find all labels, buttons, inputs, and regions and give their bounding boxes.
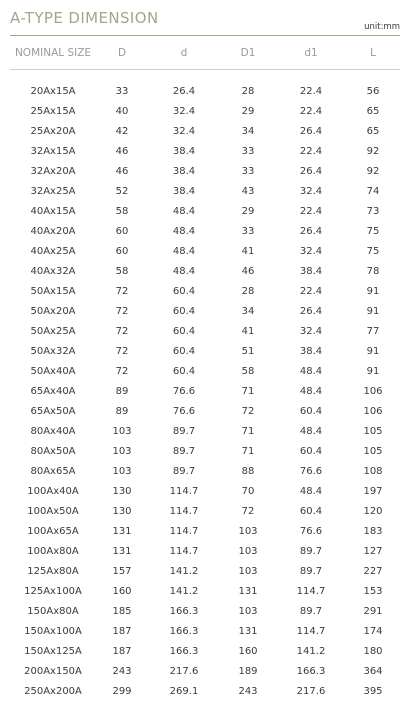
cell-d1-outer: 71 <box>241 445 255 457</box>
cell-length: 183 <box>363 525 383 537</box>
cell-d-inner: 32.4 <box>172 125 196 137</box>
cell-nominal-size: 20Ax15A <box>30 85 76 97</box>
cell-d-outer: 130 <box>112 485 132 497</box>
cell-d-outer: 60 <box>115 225 129 237</box>
cell-nominal-size: 40Ax32A <box>30 265 76 277</box>
table-row <box>10 681 400 701</box>
cell-d1-outer: 34 <box>241 125 255 137</box>
cell-length: 92 <box>366 165 380 177</box>
header-d1-inner: d1 <box>304 46 318 59</box>
cell-nominal-size: 150Ax100A <box>24 625 82 637</box>
cell-nominal-size: 25Ax15A <box>30 105 76 117</box>
cell-d1-outer: 43 <box>241 185 255 197</box>
cell-d1-outer: 41 <box>241 245 255 257</box>
cell-nominal-size: 50Ax32A <box>30 345 76 357</box>
table-row <box>10 121 400 141</box>
cell-nominal-size: 150Ax125A <box>24 645 82 657</box>
cell-d1-inner: 26.4 <box>299 225 323 237</box>
cell-d1-outer: 71 <box>241 385 255 397</box>
cell-d1-inner: 32.4 <box>299 185 323 197</box>
cell-d-inner: 48.4 <box>172 245 196 257</box>
cell-d1-outer: 103 <box>238 565 258 577</box>
cell-d-inner: 114.7 <box>169 545 199 557</box>
cell-d1-outer: 41 <box>241 325 255 337</box>
cell-d-inner: 60.4 <box>172 345 196 357</box>
cell-d-inner: 166.3 <box>169 625 199 637</box>
cell-d1-inner: 48.4 <box>299 365 323 377</box>
cell-d1-outer: 29 <box>241 105 255 117</box>
table-row <box>10 69 400 101</box>
cell-d-outer: 46 <box>115 165 129 177</box>
cell-length: 65 <box>366 105 380 117</box>
cell-d-inner: 48.4 <box>172 265 196 277</box>
cell-d-inner: 60.4 <box>172 305 196 317</box>
cell-d1-outer: 160 <box>238 645 258 657</box>
page-title: A-TYPE DIMENSION <box>10 9 159 27</box>
cell-d-outer: 42 <box>115 125 129 137</box>
cell-d-inner: 76.6 <box>172 385 196 397</box>
cell-d1-inner: 32.4 <box>299 245 323 257</box>
cell-nominal-size: 50Ax15A <box>30 285 76 297</box>
table-row <box>10 401 400 421</box>
cell-d-outer: 243 <box>112 665 132 677</box>
unit-label: unit:mm <box>364 22 400 32</box>
cell-length: 91 <box>366 305 380 317</box>
cell-length: 105 <box>363 445 383 457</box>
cell-d-outer: 33 <box>115 85 129 97</box>
cell-d1-inner: 60.4 <box>299 405 323 417</box>
cell-d1-outer: 34 <box>241 305 255 317</box>
cell-d-outer: 72 <box>115 325 129 337</box>
cell-d-outer: 40 <box>115 105 129 117</box>
cell-d1-outer: 33 <box>241 225 255 237</box>
cell-d1-outer: 103 <box>238 545 258 557</box>
cell-nominal-size: 40Ax25A <box>30 245 76 257</box>
cell-length: 197 <box>363 485 383 497</box>
cell-d1-outer: 189 <box>238 665 258 677</box>
cell-d-outer: 52 <box>115 185 129 197</box>
cell-d1-outer: 103 <box>238 525 258 537</box>
cell-d1-outer: 33 <box>241 165 255 177</box>
cell-d-outer: 89 <box>115 405 129 417</box>
cell-d1-outer: 71 <box>241 425 255 437</box>
cell-d1-inner: 166.3 <box>296 665 326 677</box>
cell-length: 91 <box>366 365 380 377</box>
cell-d1-outer: 33 <box>241 145 255 157</box>
header-length: L <box>370 46 376 59</box>
cell-length: 174 <box>363 625 383 637</box>
cell-d1-outer: 46 <box>241 265 255 277</box>
cell-d-inner: 89.7 <box>172 445 196 457</box>
cell-nominal-size: 200Ax150A <box>24 665 82 677</box>
cell-d-outer: 60 <box>115 245 129 257</box>
cell-nominal-size: 100Ax65A <box>27 525 79 537</box>
cell-d1-outer: 28 <box>241 85 255 97</box>
cell-d-inner: 166.3 <box>169 605 199 617</box>
cell-d1-inner: 22.4 <box>299 285 323 297</box>
cell-nominal-size: 50Ax40A <box>30 365 76 377</box>
cell-nominal-size: 50Ax25A <box>30 325 76 337</box>
cell-d-inner: 114.7 <box>169 505 199 517</box>
cell-d-inner: 166.3 <box>169 645 199 657</box>
cell-nominal-size: 125Ax100A <box>24 585 82 597</box>
header-nominal-size: NOMINAL SIZE <box>14 46 92 59</box>
cell-d-inner: 48.4 <box>172 225 196 237</box>
table-row <box>10 381 400 401</box>
cell-d-outer: 299 <box>112 685 132 697</box>
cell-length: 106 <box>363 385 383 397</box>
cell-d1-inner: 76.6 <box>299 525 323 537</box>
cell-nominal-size: 40Ax15A <box>30 205 76 217</box>
cell-length: 120 <box>363 505 383 517</box>
cell-length: 91 <box>366 345 380 357</box>
cell-d1-inner: 76.6 <box>299 465 323 477</box>
cell-d-outer: 130 <box>112 505 132 517</box>
cell-d1-outer: 243 <box>238 685 258 697</box>
cell-length: 74 <box>366 185 380 197</box>
cell-d1-outer: 103 <box>238 605 258 617</box>
cell-length: 73 <box>366 205 380 217</box>
cell-d1-outer: 88 <box>241 465 255 477</box>
table-row <box>10 241 400 261</box>
cell-d1-inner: 114.7 <box>296 625 326 637</box>
cell-d-outer: 187 <box>112 645 132 657</box>
cell-nominal-size: 32Ax20A <box>30 165 76 177</box>
cell-d1-inner: 114.7 <box>296 585 326 597</box>
cell-d-outer: 46 <box>115 145 129 157</box>
cell-d-inner: 269.1 <box>169 685 199 697</box>
cell-d-inner: 60.4 <box>172 325 196 337</box>
table-row <box>10 261 400 281</box>
table-row <box>10 321 400 341</box>
cell-d1-inner: 22.4 <box>299 105 323 117</box>
cell-nominal-size: 125Ax80A <box>27 565 79 577</box>
cell-d1-inner: 38.4 <box>299 345 323 357</box>
cell-length: 77 <box>366 325 380 337</box>
cell-length: 108 <box>363 465 383 477</box>
cell-d1-inner: 217.6 <box>296 685 326 697</box>
cell-length: 227 <box>363 565 383 577</box>
cell-d1-outer: 28 <box>241 285 255 297</box>
cell-d-inner: 38.4 <box>172 145 196 157</box>
table-header-row <box>10 36 400 69</box>
cell-nominal-size: 100Ax40A <box>27 485 79 497</box>
cell-d-inner: 26.4 <box>172 85 196 97</box>
table-row <box>10 461 400 481</box>
cell-d-outer: 89 <box>115 385 129 397</box>
cell-d1-inner: 48.4 <box>299 425 323 437</box>
cell-nominal-size: 25Ax20A <box>30 125 76 137</box>
cell-length: 153 <box>363 585 383 597</box>
cell-d-inner: 114.7 <box>169 485 199 497</box>
table-row <box>10 641 400 661</box>
cell-d-inner: 60.4 <box>172 285 196 297</box>
cell-length: 78 <box>366 265 380 277</box>
cell-d-outer: 103 <box>112 465 132 477</box>
cell-length: 56 <box>366 85 380 97</box>
table-row <box>10 421 400 441</box>
table-row <box>10 481 400 501</box>
cell-d1-inner: 60.4 <box>299 445 323 457</box>
cell-d1-inner: 22.4 <box>299 145 323 157</box>
cell-d-inner: 217.6 <box>169 665 199 677</box>
cell-d-inner: 38.4 <box>172 185 196 197</box>
cell-d-outer: 72 <box>115 365 129 377</box>
cell-d-inner: 114.7 <box>169 525 199 537</box>
cell-d1-outer: 131 <box>238 585 258 597</box>
table-row <box>10 521 400 541</box>
cell-nominal-size: 150Ax80A <box>27 605 79 617</box>
table-row <box>10 621 400 641</box>
cell-nominal-size: 32Ax25A <box>30 185 76 197</box>
cell-d-outer: 58 <box>115 205 129 217</box>
table-row <box>10 181 400 201</box>
cell-d-outer: 103 <box>112 445 132 457</box>
cell-length: 92 <box>366 145 380 157</box>
table-row <box>10 101 400 121</box>
cell-nominal-size: 80Ax50A <box>30 445 76 457</box>
table-row <box>10 141 400 161</box>
cell-d-outer: 72 <box>115 285 129 297</box>
cell-d-inner: 60.4 <box>172 365 196 377</box>
cell-nominal-size: 100Ax80A <box>27 545 79 557</box>
table-row <box>10 601 400 621</box>
cell-length: 75 <box>366 245 380 257</box>
cell-length: 91 <box>366 285 380 297</box>
cell-nominal-size: 250Ax200A <box>24 685 82 697</box>
cell-d1-outer: 72 <box>241 505 255 517</box>
cell-d-inner: 48.4 <box>172 205 196 217</box>
cell-nominal-size: 65Ax50A <box>30 405 76 417</box>
cell-length: 65 <box>366 125 380 137</box>
cell-nominal-size: 32Ax15A <box>30 145 76 157</box>
cell-d-outer: 131 <box>112 545 132 557</box>
cell-d-outer: 58 <box>115 265 129 277</box>
cell-d-inner: 89.7 <box>172 465 196 477</box>
cell-d-inner: 141.2 <box>169 585 199 597</box>
cell-length: 291 <box>363 605 383 617</box>
cell-d-inner: 141.2 <box>169 565 199 577</box>
cell-d-outer: 185 <box>112 605 132 617</box>
cell-length: 106 <box>363 405 383 417</box>
table-body <box>10 69 400 701</box>
table-row <box>10 201 400 221</box>
cell-nominal-size: 50Ax20A <box>30 305 76 317</box>
table-row <box>10 361 400 381</box>
table-row <box>10 161 400 181</box>
cell-d1-outer: 70 <box>241 485 255 497</box>
cell-d1-inner: 89.7 <box>299 605 323 617</box>
table-row <box>10 561 400 581</box>
table-row <box>10 301 400 321</box>
cell-d-inner: 76.6 <box>172 405 196 417</box>
header-d-inner: d <box>180 46 188 59</box>
table-row <box>10 501 400 521</box>
table-row <box>10 661 400 681</box>
cell-length: 395 <box>363 685 383 697</box>
cell-nominal-size: 65Ax40A <box>30 385 76 397</box>
cell-d1-inner: 60.4 <box>299 505 323 517</box>
cell-d1-inner: 38.4 <box>299 265 323 277</box>
cell-d1-inner: 26.4 <box>299 165 323 177</box>
cell-length: 105 <box>363 425 383 437</box>
table-row <box>10 581 400 601</box>
cell-d1-inner: 26.4 <box>299 305 323 317</box>
cell-d1-inner: 89.7 <box>299 545 323 557</box>
table-row <box>10 341 400 361</box>
cell-d1-outer: 29 <box>241 205 255 217</box>
table-row <box>10 441 400 461</box>
cell-d1-inner: 32.4 <box>299 325 323 337</box>
cell-d-inner: 89.7 <box>172 425 196 437</box>
cell-d1-inner: 22.4 <box>299 205 323 217</box>
cell-length: 75 <box>366 225 380 237</box>
cell-nominal-size: 100Ax50A <box>27 505 79 517</box>
cell-nominal-size: 40Ax20A <box>30 225 76 237</box>
cell-d1-outer: 58 <box>241 365 255 377</box>
cell-nominal-size: 80Ax40A <box>30 425 76 437</box>
cell-d1-inner: 89.7 <box>299 565 323 577</box>
cell-d-outer: 157 <box>112 565 132 577</box>
cell-d-outer: 103 <box>112 425 132 437</box>
header-d1-outer: D1 <box>240 46 256 59</box>
cell-length: 180 <box>363 645 383 657</box>
cell-d1-inner: 48.4 <box>299 385 323 397</box>
cell-d1-inner: 48.4 <box>299 485 323 497</box>
cell-d-inner: 32.4 <box>172 105 196 117</box>
cell-d-outer: 72 <box>115 345 129 357</box>
cell-d1-inner: 22.4 <box>299 85 323 97</box>
dimension-table <box>10 36 400 701</box>
cell-d-outer: 160 <box>112 585 132 597</box>
cell-length: 364 <box>363 665 383 677</box>
table-row <box>10 541 400 561</box>
header-d-outer: D <box>117 46 127 59</box>
cell-d1-outer: 131 <box>238 625 258 637</box>
cell-d1-inner: 141.2 <box>296 645 326 657</box>
cell-d1-outer: 72 <box>241 405 255 417</box>
table-row <box>10 281 400 301</box>
cell-d-outer: 72 <box>115 305 129 317</box>
cell-d-outer: 187 <box>112 625 132 637</box>
cell-nominal-size: 80Ax65A <box>30 465 76 477</box>
cell-length: 127 <box>363 545 383 557</box>
cell-d1-inner: 26.4 <box>299 125 323 137</box>
cell-d-outer: 131 <box>112 525 132 537</box>
table-row <box>10 221 400 241</box>
cell-d-inner: 38.4 <box>172 165 196 177</box>
cell-d1-outer: 51 <box>241 345 255 357</box>
